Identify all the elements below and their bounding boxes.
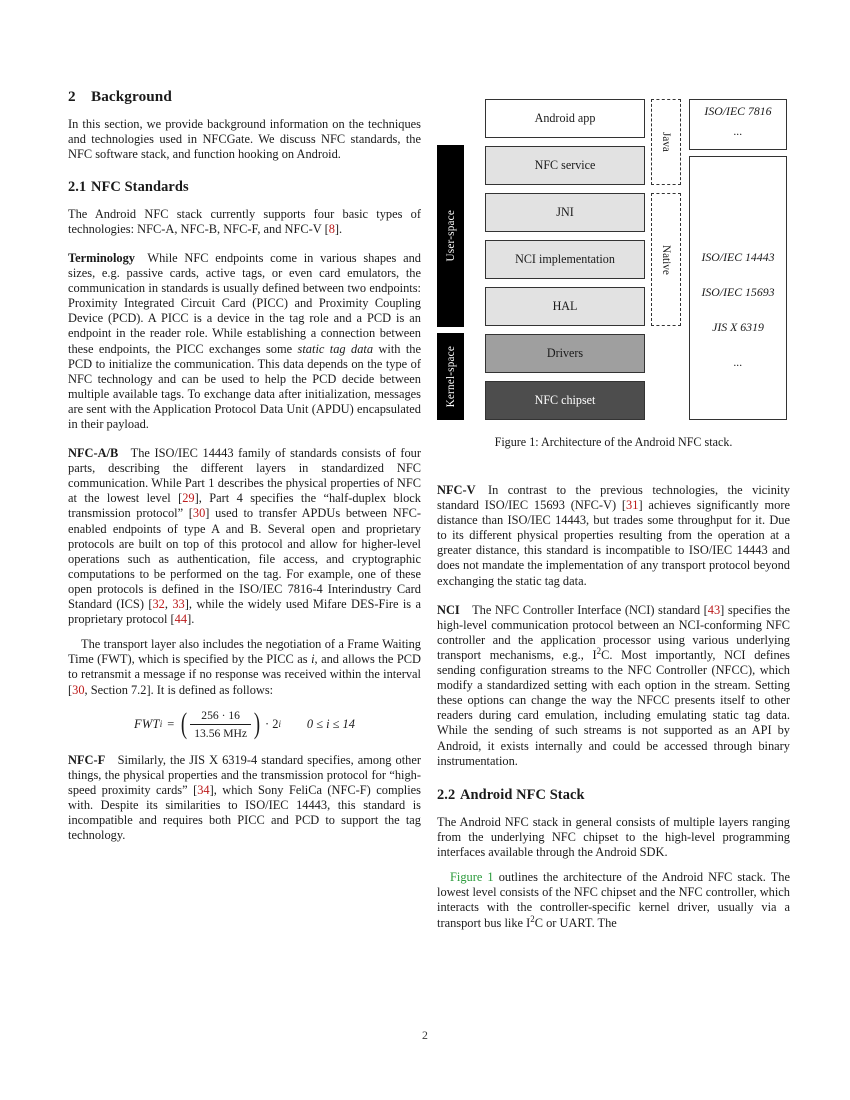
standards-top-line-0: ISO/IEC 7816 — [704, 104, 772, 118]
sidebar-user-space — [437, 145, 464, 327]
standards-bottom-line-1: ISO/IEC 15693 — [701, 284, 775, 299]
nci-superscript: 2 — [596, 645, 602, 656]
transport-text-1: The transport layer also includes the negotiation of a Frame Waiting Time (FWT), which is specified by the PICC as — [68, 637, 421, 667]
runin-lead-nfc-v: NFC-V — [437, 483, 476, 497]
equation-paren-close: ) — [253, 707, 261, 741]
layer-nci-implementation — [485, 240, 645, 279]
terminology-text-b: with the PCD to initialize the communication. This data depends on the type of NFC technology and can be used to help the PCD decide between multiple available tags. To exchange data after initialization, messages are sent with the Application Protocol Data Unit (APDU) encapsulated in their payload. — [68, 341, 421, 432]
nfc-ab-text-6: ]. — [187, 612, 195, 627]
standards-bottom-line-2: JIS X 6319 — [712, 319, 764, 334]
transport-italic-i: i — [311, 652, 315, 667]
terminology-italic-term: static tag data — [297, 341, 374, 356]
equation-paren-open: ( — [181, 707, 188, 741]
stack-superscript: 2 — [530, 913, 535, 924]
citation-link[interactable]: 8 — [328, 221, 335, 236]
equation-numerator: 256 · 16 — [201, 708, 240, 722]
right-column — [437, 483, 790, 941]
section-heading-nfc-standards — [68, 179, 421, 196]
section-number: 2 — [68, 88, 76, 105]
paragraph-nci — [437, 603, 790, 769]
citation-link[interactable]: 32 — [152, 597, 165, 612]
layer-nci-implementation-label: NCI implementation — [515, 252, 615, 266]
nfc-ab-text-4: , — [164, 597, 173, 612]
transport-text-2: , and allows the PCD to retransmit a message if no response was received within the interval [ — [68, 652, 421, 697]
layer-nfc-chipset-label: NFC chipset — [534, 393, 596, 407]
page-number: 2 — [422, 1028, 428, 1042]
standards-bottom-line-3: ... — [733, 355, 743, 370]
layer-nfc-service — [485, 146, 645, 185]
stack-text-2: outlines the architecture of the Android NFC stack. The lowest level consists of the NFC chipset and the NFC controller, which interacts with the controller-specific kernel driver, usually via a transport bus like I — [437, 870, 790, 930]
stack-text-3: C or UART. The — [534, 915, 617, 930]
layer-nfc-service-label: NFC service — [534, 158, 596, 172]
citation-link[interactable]: 30 — [72, 682, 85, 697]
sidebar-user-space-label: User-space — [444, 210, 457, 262]
equation-equals: = — [167, 716, 175, 731]
runtime-java-box — [651, 99, 681, 185]
citation-link[interactable]: 34 — [197, 782, 210, 797]
figure-1-android-nfc-stack — [437, 88, 790, 458]
subsection-number: 2.1 — [68, 178, 87, 195]
paragraph-transport-layer — [68, 637, 421, 697]
nfc-f-text-1: Similarly, the JIS X 6319-4 standard specifies, among other things, the physical properties and the transmission protocol for “high-speed proximity cards” [ — [68, 752, 421, 797]
nfc-ab-text-5: ], while the widely used Mifare DES-Fire is a proprietary protocol [ — [68, 597, 421, 627]
terminology-text-a: While NFC endpoints come in various shapes and sizes, e.g. passive cards, active tags, or even card emulators, the communication in standards is usually defined between two endpoints: Proximity Integrated Circuit Card (PICC) and Proximity Coupling Device (PCD). A PICC is a device in the tag role and a PCD is an endpoint in the reader role. While establishing a connection between these endpoints, the PICC exchanges some — [68, 250, 421, 356]
section-heading-android-nfc-stack — [437, 787, 790, 804]
runin-lead-nci: NCI — [437, 602, 460, 617]
standards-intro-text-b: ]. — [334, 221, 343, 236]
paragraph-terminology — [68, 251, 421, 432]
runtime-native-label: Native — [660, 244, 672, 275]
nfc-v-text-1: In contrast to the previous technologies, the vicinity standard ISO/IEC 15693 (NFC-V) [ — [437, 483, 790, 513]
layer-drivers — [485, 334, 645, 373]
standards-top-line-1: ... — [733, 123, 743, 138]
runin-lead-nfc-ab: NFC-A/B — [68, 446, 119, 461]
paragraph-intro: In this section, we provide background information on the techniques and technologies used in NFCGate. We discuss NFC standards, the NFC software stack, and function hooking on Android. — [68, 117, 421, 162]
paragraph-standards-intro — [68, 207, 421, 237]
layer-android-app — [485, 99, 645, 138]
citation-link[interactable]: 33 — [172, 597, 185, 612]
figure-reference-link[interactable]: Figure 1 — [450, 870, 494, 885]
paragraph-stack-intro: The Android NFC stack in general consists of multiple layers ranging from the underlying NFC chipset to the high-level programming interfaces available through the Android SDK. — [437, 814, 790, 860]
equation-lhs: FWT — [134, 716, 160, 731]
standards-intro-text-a: The Android NFC stack currently supports four basic types of technologies: NFC-A, NFC-B, NFC-F, and NFC-V [ — [68, 206, 421, 236]
subsection-title: Android NFC Stack — [460, 786, 585, 803]
equation-multiplier: · 2 — [265, 716, 279, 731]
layer-hal-label: HAL — [552, 299, 578, 313]
nfc-ab-text-1: The ISO/IEC 14443 family of standards consists of four parts, describing the different layers in standardized NFC communication. While Part 1 describes the physical properties of NFC at the lowest level [ — [68, 446, 421, 506]
nfc-ab-text-3: ] used to transfer APDUs between NFC-enabled endpoints of type A and B. Several open and proprietary protocols are built on top of this protocol and allow for higher-level operations such as authentication, file access, and cryptographic computations to be performed on the tag. For example, one of these open protocols is defined in the ISO/IEC 7816-4 Interindustry Card Standard (ICS) [ — [68, 506, 421, 612]
nfc-ab-text-2: ], Part 4 specifies the “half-duplex block transmission protocol” [ — [68, 491, 422, 521]
section-title: Background — [91, 88, 172, 105]
runtime-java-label: Java — [660, 132, 672, 152]
citation-link[interactable]: 43 — [707, 602, 721, 617]
subsection-title: NFC Standards — [91, 178, 189, 195]
citation-link[interactable]: 31 — [626, 498, 639, 513]
nci-text-2: ] specifies the high-level communication protocol between an NCI-conforming NFC controller and the application processor using various underlying transport mechanisms, e.g., I — [437, 602, 791, 662]
subsection-number: 2.2 — [437, 786, 456, 803]
paragraph-nfc-ab — [68, 446, 421, 627]
standards-bottom-line-0: ISO/IEC 14443 — [701, 250, 775, 264]
runin-lead-terminology: Terminology — [68, 250, 136, 265]
section-heading-background — [68, 88, 421, 106]
sidebar-kernel-space-label: Kernel-space — [444, 345, 457, 408]
transport-text-3: , Section 7.2]. It is defined as follows: — [84, 682, 274, 697]
equation-range: 0 ≤ i ≤ 14 — [306, 716, 355, 731]
nfc-v-text-2: ] achieves significantly more distance than ISO/IEC 14443, but trades some throughput for it. Due to its different physical properties resulting from the operation at a greater distance, this standard is incompatible to ISO/IEC 14443 and does not mandate the implementation of any transport protocol beyond exchanging the static tag data. — [437, 498, 790, 588]
citation-link[interactable]: 44 — [174, 612, 188, 627]
layer-drivers-label: Drivers — [546, 346, 584, 360]
layer-jni-label: JNI — [556, 205, 574, 219]
standards-box-bottom — [689, 156, 787, 420]
left-column — [68, 88, 421, 853]
nfc-f-text-2: ], which Sony FeliCa (NFC-F) complies with. Despite its similarities to ISO/IEC 14443, this standard is incompatible and requires both PICC and PCD to support the tag technology. — [68, 782, 421, 843]
paragraph-stack-figure-ref — [437, 870, 790, 930]
equation-denominator: 13.56 MHz — [190, 724, 251, 741]
equation-fraction — [190, 708, 251, 741]
layer-hal — [485, 287, 645, 326]
citation-link[interactable]: 30 — [192, 506, 206, 521]
layer-nfc-chipset — [485, 381, 645, 420]
citation-link[interactable]: 29 — [182, 491, 195, 506]
layer-android-app-label: Android app — [534, 111, 596, 125]
equation-body: FWT i = ( $\frac{256 \cdot 16}{\text{13.56 MHz}}$ ) · 2 i 0 ≤ i ≤ 14 — [134, 707, 355, 741]
standards-box-top — [689, 99, 787, 150]
runtime-native-box — [651, 193, 681, 326]
nci-text-1: The NFC Controller Interface (NCI) standard [ — [472, 602, 708, 617]
figure-caption: Figure 1: Architecture of the Android NFC stack. — [494, 435, 733, 449]
sidebar-kernel-space — [437, 333, 464, 420]
nci-text-3: C. Most importantly, NCI defines sending configuration streams to the NFC Controller (NFCC), which modify a standardized setting with each option in the stream. Setting these options can change the way the NFCC presents itself to other readers during card emulation, including emulating static tag data. While the sending of such streams is not supported as an API by Android, it exists internally and could be accessed through binary instrumentation. — [437, 647, 790, 768]
equation-fwt — [68, 708, 421, 741]
layer-jni — [485, 193, 645, 232]
figure-canvas — [437, 88, 790, 428]
runin-lead-nfc-f: NFC-F — [68, 752, 106, 767]
paragraph-nfc-f — [68, 753, 421, 844]
paragraph-nfc-v — [437, 483, 790, 589]
